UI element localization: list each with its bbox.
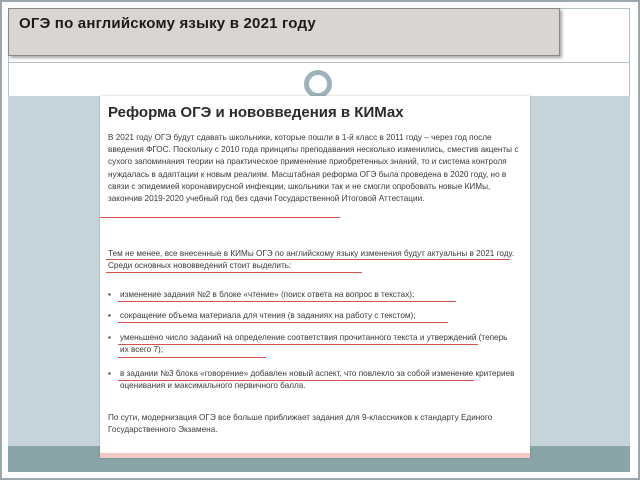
list-item-text: изменение задания №2 в блоке «чтение» (поиск ответа на вопрос в текстах); (120, 290, 415, 299)
list-item-text: сокращение объема материала для чтения (в заданиях на работу с текстом); (120, 311, 416, 320)
underline-7 (118, 357, 266, 358)
title-band (8, 8, 560, 56)
underline-2 (106, 259, 510, 260)
underline-3 (106, 272, 362, 273)
underline-4 (118, 301, 456, 302)
list-item (108, 289, 518, 301)
bullet-icon: ▪ (108, 369, 111, 378)
document-heading: Реформа ОГЭ и нововведения в КИМах (108, 104, 404, 121)
paragraph-intro: В 2021 году ОГЭ будут сдавать школьники, которые пошли в 1-й класс в 2011 году – через год после введения ФГОС. Поскольку с 2010 года принципы преподавания несколько изменились, сместив акценты с сухого запоминания теории на практическое применение приобретенных знаний, то и система контроля нуждалась в адаптации к новым реалиям. Масштабная реформа ОГЭ была проведена в 2020 году, но в связи с эпидемией коронавирусной инфекции, школьники так и не смогли опробовать новые КИМы, закончив 2019-2020 учебный год без сдачи Государственной Итоговой Аттестации. (108, 133, 519, 204)
paragraph-changes: Тем не менее, все внесенные в КИМы ОГЭ по английскому языку изменения будут актуальны в 2021 году. Среди основных нововведений стоит выделить: (108, 249, 515, 271)
divider-line (8, 62, 630, 63)
underline-8 (118, 380, 474, 381)
underline-6 (118, 344, 478, 345)
divider-right (629, 56, 630, 96)
list-item-text: уменьшено число заданий на определение соответствия прочитанного текста и утверждений (теперь их всего 7); (120, 333, 508, 355)
document-bottom-bar (100, 453, 530, 458)
paragraph-conclusion: По сути, модернизация ОГЭ все больше приближает задания для 9-классников к стандарту Единого Государственного Экзамена. (108, 413, 493, 435)
bullet-icon: ▪ (108, 290, 111, 299)
bullet-icon: ▪ (108, 311, 111, 320)
bullet-icon: ▪ (108, 333, 111, 342)
underline-5 (118, 322, 448, 323)
list-item-text: в задании №3 блока «говорение» добавлен новый аспект, что повлекло за собой изменение критериев оценивания и максимального первичного балла. (120, 369, 515, 391)
divider-left (8, 56, 9, 96)
document-image (100, 96, 530, 458)
underline-1 (100, 217, 340, 218)
list-item (108, 310, 518, 322)
ring-ornament-icon (304, 70, 332, 98)
slide-title: ОГЭ по английскому языку в 2021 году (19, 15, 316, 32)
